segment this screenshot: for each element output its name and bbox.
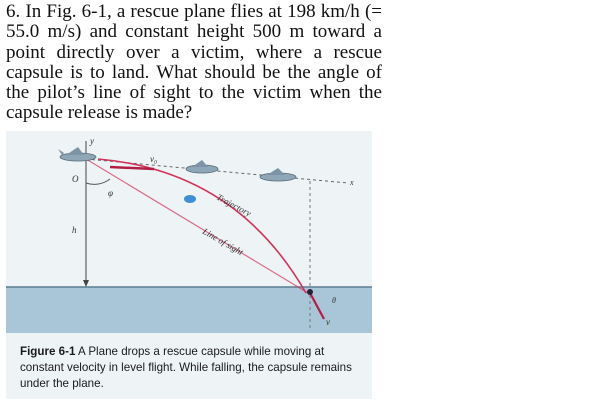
victim-icon [307, 289, 313, 295]
figure-caption [20, 344, 366, 392]
label-h: h [72, 225, 77, 235]
label-trajectory: Trajectory [215, 191, 253, 219]
plane-icon [58, 147, 96, 161]
caption-text: A Plane drops a rescue capsule while moving at constant velocity in level flight. While falling, the capsule remains under the plane. [20, 345, 352, 390]
label-phi: φ [108, 188, 113, 198]
caption-label: Figure 6-1 [20, 345, 76, 358]
phi-arc [86, 179, 110, 184]
label-x: x [350, 178, 354, 187]
label-y: y [90, 136, 94, 146]
label-origin: O [72, 174, 79, 184]
label-v0: v₀ [150, 154, 158, 164]
capsule-icon [184, 195, 196, 203]
question-text: 6. In Fig. 6-1, a rescue plane flies at 198 km/h (= 55.0 m/s) and constant height 500 m toward a point directly over a victim, where a rescue capsule is to land. What should be the angle of the pilot’s line of sight to the victim when the capsule release is made? [6, 1, 382, 124]
plane-icon [186, 160, 218, 173]
label-v: v [326, 317, 330, 327]
figure-6-1 [6, 131, 372, 399]
label-theta: θ [332, 296, 336, 305]
h-arrowhead [83, 280, 89, 287]
plane-icon [260, 168, 296, 181]
ground-band [6, 287, 372, 333]
label-line-of-sight: Line of sight [201, 226, 245, 258]
